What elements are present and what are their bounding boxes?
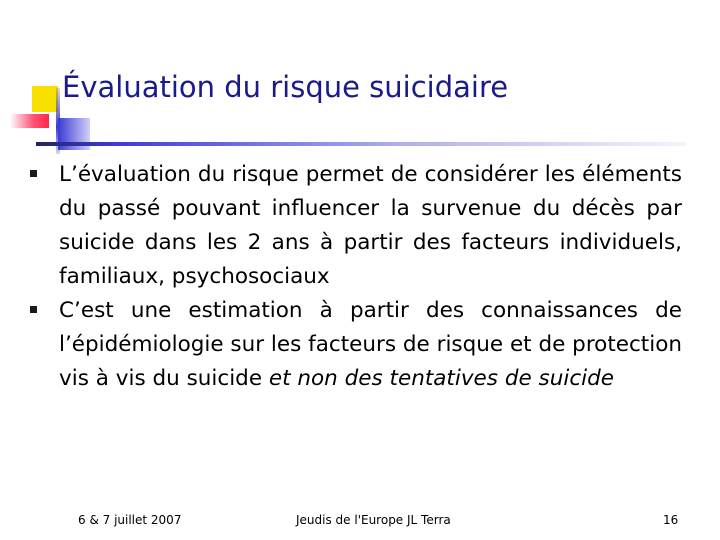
red-bar-decoration — [11, 114, 49, 128]
bullet-item — [30, 294, 682, 396]
bullet-text — [59, 294, 682, 396]
page-number: 16 — [663, 513, 679, 527]
yellow-square-decoration — [32, 86, 58, 112]
slide-title: Évaluation du risque suicidaire — [62, 70, 509, 104]
bullet-text-regular: C’est une estimation à partir des connaissances de l’épidémiologie sur les facteurs de risque et de protection vis à vis du suicide — [59, 298, 682, 391]
bullet-text-italic: et non des tentatives de suicide — [268, 366, 614, 391]
footer-date: 6 & 7 juillet 2007 — [78, 513, 182, 527]
square-bullet-icon — [30, 170, 37, 177]
square-bullet-icon — [30, 306, 37, 313]
bullet-item — [30, 158, 682, 294]
bullet-list — [30, 158, 682, 396]
bullet-text: L’évaluation du risque permet de considérer les éléments du passé pouvant influencer la survenue du décès par suicide dans les 2 ans à partir des facteurs individuels, familiaux, psychosociaux — [59, 162, 682, 289]
title-underline — [36, 142, 686, 146]
footer-title: Jeudis de l'Europe JL Terra — [296, 513, 451, 527]
